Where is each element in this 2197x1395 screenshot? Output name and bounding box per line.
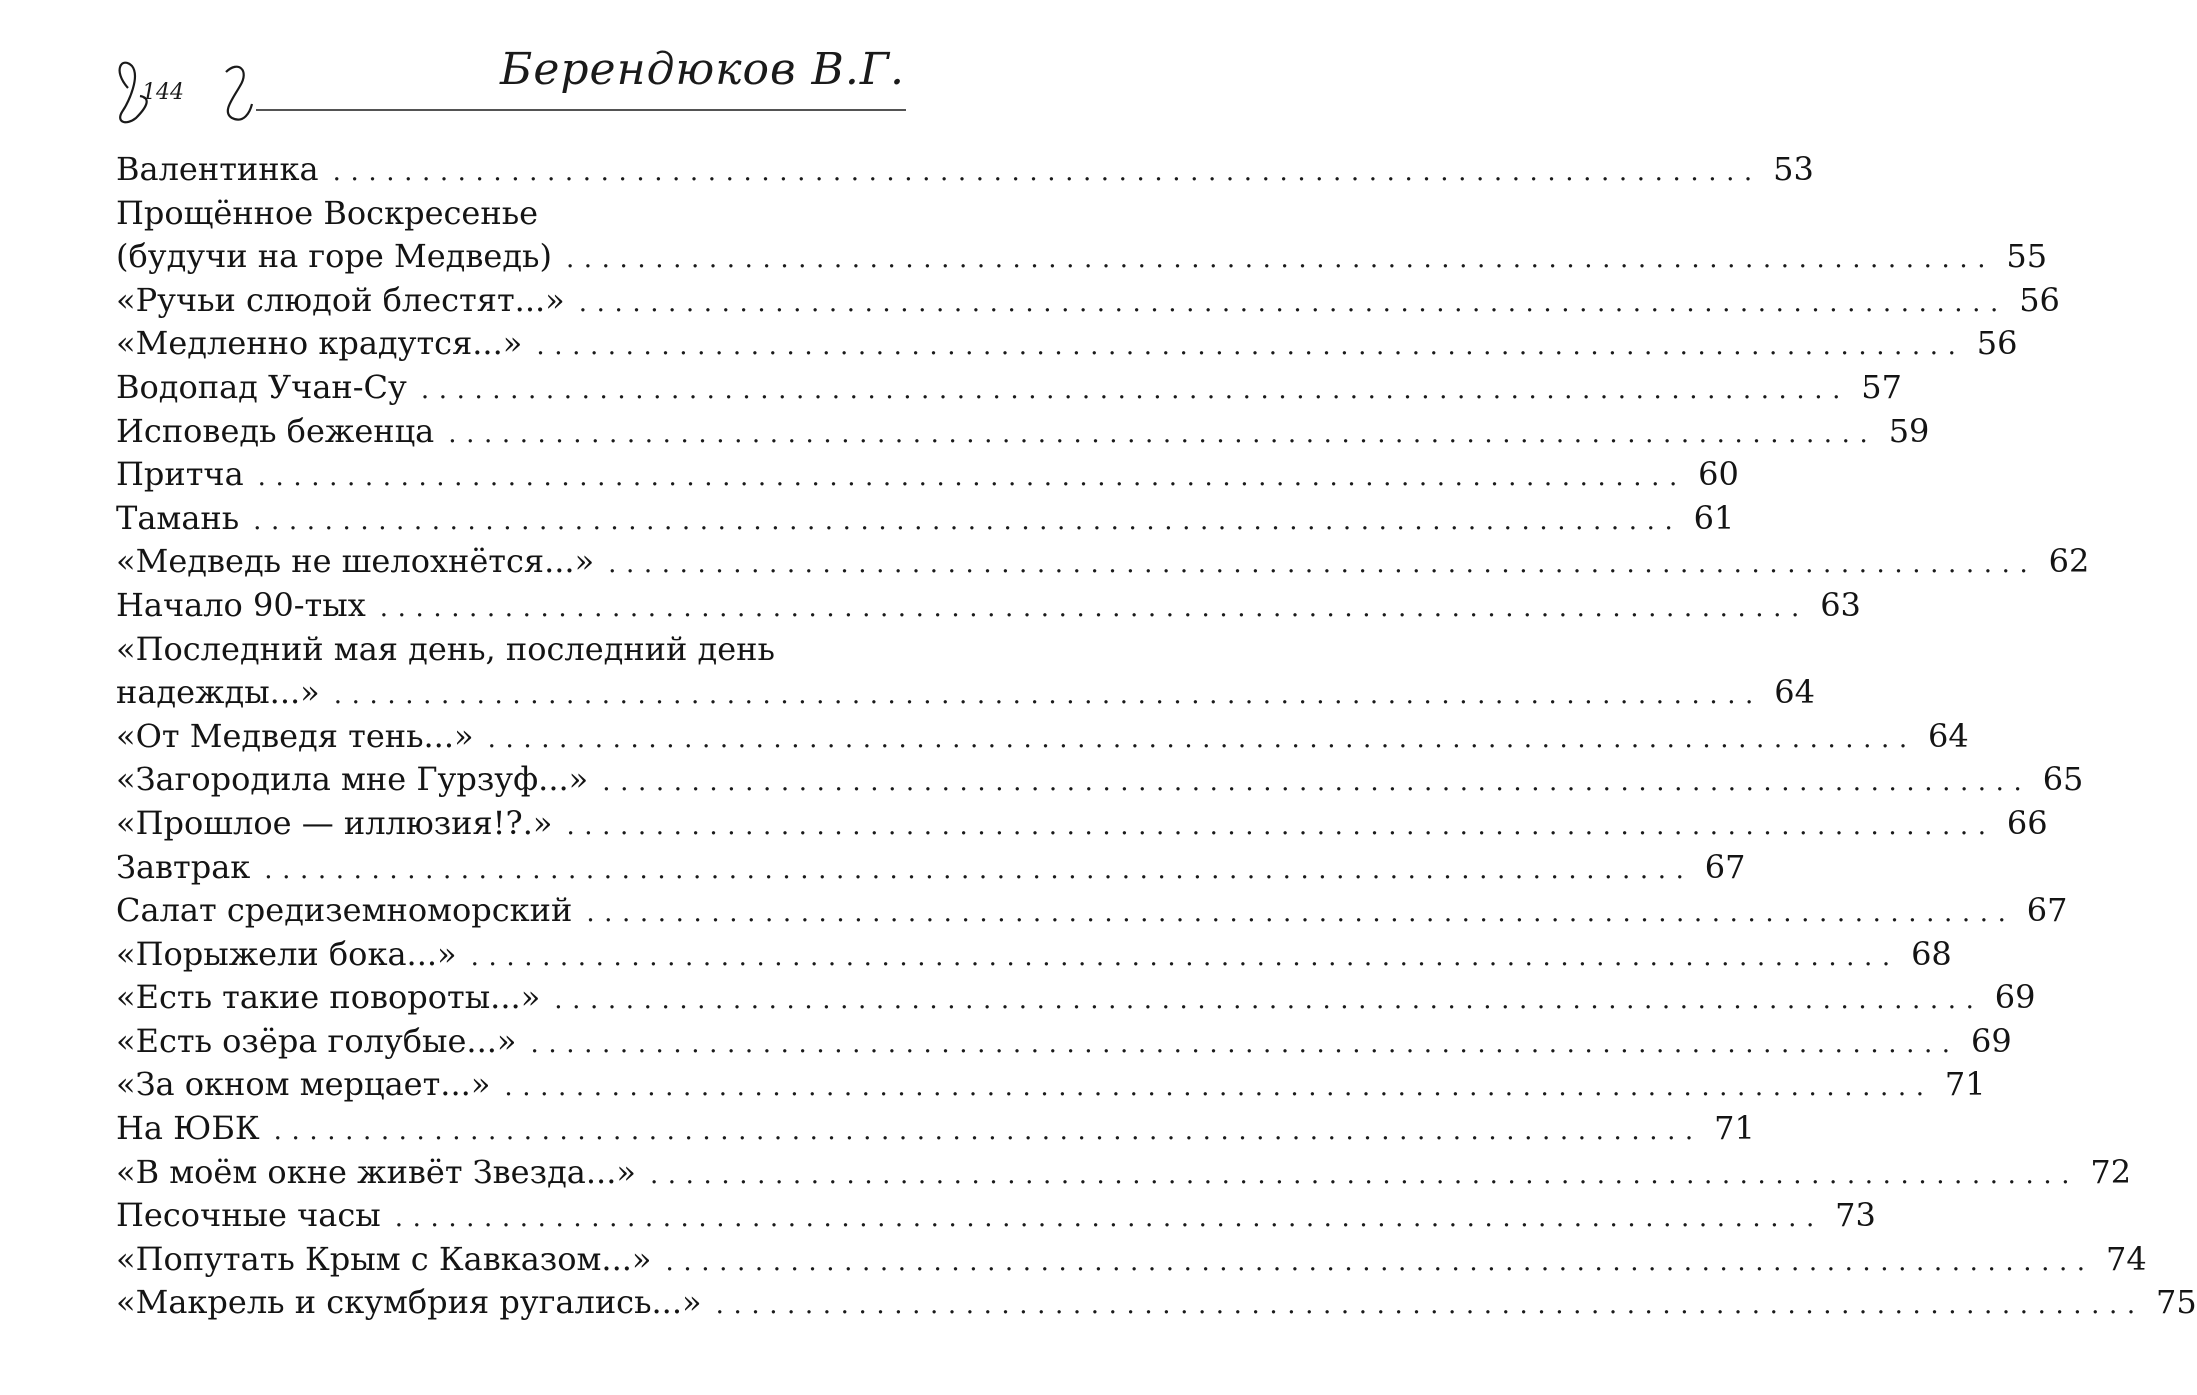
toc-entry-page: 56 (1976, 324, 2018, 363)
toc-dot-leader: ................................................................................ (273, 1116, 1703, 1147)
toc-entry-title: «Макрель и скумбрия ругались...» (116, 1283, 702, 1322)
toc-dot-leader: ................................................................................ (332, 157, 1762, 187)
toc-entry-page: 69 (1970, 1021, 2012, 1060)
toc-dot-leader: ................................................................................ (578, 287, 2008, 318)
right-flourish (226, 67, 252, 120)
toc-entry-page: 56 (2019, 280, 2060, 319)
toc-entry-title: «Есть озёра голубые...» (116, 1021, 517, 1060)
toc-entry-title: Салат средиземноморский (116, 891, 573, 930)
toc-dot-leader: ................................................................................ (257, 462, 1687, 493)
toc-entry-title: «Загородила мне Гурзуф...» (116, 760, 589, 799)
toc-entry-title: Водопад Учан-Су (116, 367, 407, 406)
toc-entry (116, 322, 2018, 366)
toc-entry (116, 1194, 1876, 1238)
toc-entry-page: 65 (2042, 760, 2084, 799)
toc-entry-title: Валентинка (116, 150, 319, 188)
toc-entry-title: На ЮБК (116, 1109, 260, 1148)
toc-dot-leader: ................................................................................ (333, 680, 1763, 711)
toc-dot-leader: ................................................................................ (394, 1203, 1824, 1234)
toc-entry (116, 1107, 1755, 1151)
toc-entry-page: 62 (2048, 542, 2090, 581)
toc-entry (116, 1281, 2197, 1325)
toc-dot-leader: ................................................................................ (554, 985, 1984, 1016)
toc-entry (116, 453, 1739, 497)
toc-dot-leader: ................................................................................ (420, 374, 1851, 405)
toc-entry-page: 59 (1888, 411, 1930, 450)
toc-dot-leader: ................................................................................ (649, 1159, 2080, 1190)
toc-entry-title: Исповедь беженца (116, 411, 435, 450)
page-number: 144 (142, 80, 184, 105)
toc-entry (116, 671, 1815, 715)
toc-entry-page: 53 (1773, 150, 1814, 188)
toc-entry (116, 1063, 1986, 1107)
toc-entry-title: Песочные часы (116, 1196, 381, 1235)
toc-entry-page: 69 (1994, 978, 2036, 1017)
toc-entry (116, 758, 2084, 802)
toc-entry-title: «Ручьи слюдой блестят...» (116, 280, 565, 319)
toc-entry-title: «Порыжели бока...» (116, 934, 457, 973)
toc-entry-page: 71 (1944, 1065, 1986, 1104)
toc-dot-leader: ................................................................................ (665, 1246, 2095, 1277)
toc-entry-page: 63 (1820, 585, 1861, 624)
toc-entry (116, 1020, 2012, 1064)
toc-entry (116, 933, 1952, 977)
toc-entry-page: 73 (1835, 1196, 1876, 1235)
toc-dot-leader: ................................................................................ (264, 854, 1694, 885)
toc-entry-page: 68 (1911, 934, 1952, 973)
toc-entry-page: 74 (2105, 1239, 2147, 1278)
toc-entry-page: 55 (2006, 237, 2048, 276)
toc-entry (116, 148, 1814, 192)
toc-entry-title: «Медведь не шелохнётся...» (116, 542, 595, 581)
toc-entry-title: Завтрак (116, 847, 251, 886)
toc-entry-page: 61 (1693, 498, 1735, 537)
toc-entry-page: 60 (1698, 455, 1739, 494)
toc-entry-page: 57 (1861, 367, 1903, 406)
toc-entry-page: 64 (1928, 716, 1969, 755)
toc-entry-title: Тамань (116, 498, 240, 537)
toc-entry-title: Прощённое Воскресенье (116, 193, 539, 232)
toc-entry (116, 628, 906, 672)
toc-dot-leader: ................................................................................ (566, 810, 1996, 841)
toc-entry-title: «Последний мая день, последний день (116, 629, 775, 668)
toc-entry-title: «В моём окне живёт Звезда...» (116, 1152, 636, 1191)
toc-dot-leader: ................................................................................ (715, 1290, 2145, 1321)
table-of-contents (116, 148, 2197, 1325)
toc-dot-leader: ................................................................................ (470, 941, 1900, 972)
toc-entry-title: Притча (116, 455, 244, 494)
toc-entry (116, 235, 2048, 279)
toc-dot-leader: ................................................................................ (586, 898, 2016, 929)
toc-entry-title: «От Медведя тень...» (116, 716, 474, 755)
toc-entry-title: Начало 90-тых (116, 585, 366, 624)
toc-dot-leader: ................................................................................ (448, 418, 1878, 449)
toc-entry (116, 192, 906, 236)
toc-entry (116, 1151, 2132, 1195)
toc-dot-leader: ................................................................................ (530, 1028, 1960, 1059)
toc-dot-leader: ................................................................................ (487, 723, 1917, 754)
toc-entry (116, 846, 1746, 890)
toc-entry-page: 67 (2026, 891, 2068, 930)
toc-entry (116, 584, 1861, 628)
page-header (0, 0, 1000, 140)
toc-entry-title: «Медленно крадутся...» (116, 324, 523, 363)
toc-entry (116, 410, 1930, 454)
toc-dot-leader: ................................................................................ (536, 331, 1966, 362)
toc-entry-title: надежды...» (116, 673, 320, 712)
toc-entry (116, 366, 1903, 410)
toc-entry (116, 279, 2060, 323)
toc-dot-leader: ................................................................................ (565, 244, 1996, 275)
toc-entry-title: «Попутать Крым с Кавказом...» (116, 1239, 652, 1278)
toc-entry-page: 64 (1774, 673, 1815, 712)
toc-entry (116, 889, 2068, 933)
toc-entry-page: 66 (2006, 803, 2048, 842)
toc-dot-leader: ................................................................................ (253, 505, 1683, 536)
toc-entry (116, 802, 2048, 846)
toc-entry (116, 497, 1735, 541)
toc-entry (116, 715, 1969, 759)
toc-entry-title: (будучи на горе Медведь) (116, 237, 552, 276)
toc-dot-leader: ................................................................................ (608, 549, 2038, 580)
toc-entry (116, 540, 2090, 584)
toc-entry (116, 976, 2036, 1020)
toc-entry-title: «За окном мерцает...» (116, 1065, 491, 1104)
toc-entry-title: «Есть такие повороты...» (116, 978, 541, 1017)
toc-entry-page: 67 (1704, 847, 1746, 886)
toc-entry-page: 71 (1714, 1109, 1755, 1148)
toc-entry-title: «Прошлое — иллюзия!?.» (116, 803, 553, 842)
author-name: Берендюков В.Г. (500, 44, 905, 95)
toc-dot-leader: ................................................................................ (504, 1072, 1934, 1103)
toc-entry-page: 75 (2156, 1283, 2197, 1322)
toc-entry (116, 1238, 2147, 1282)
toc-dot-leader: ................................................................................ (602, 767, 2032, 798)
toc-entry-page: 72 (2090, 1152, 2132, 1191)
toc-dot-leader: ................................................................................ (379, 592, 1809, 623)
